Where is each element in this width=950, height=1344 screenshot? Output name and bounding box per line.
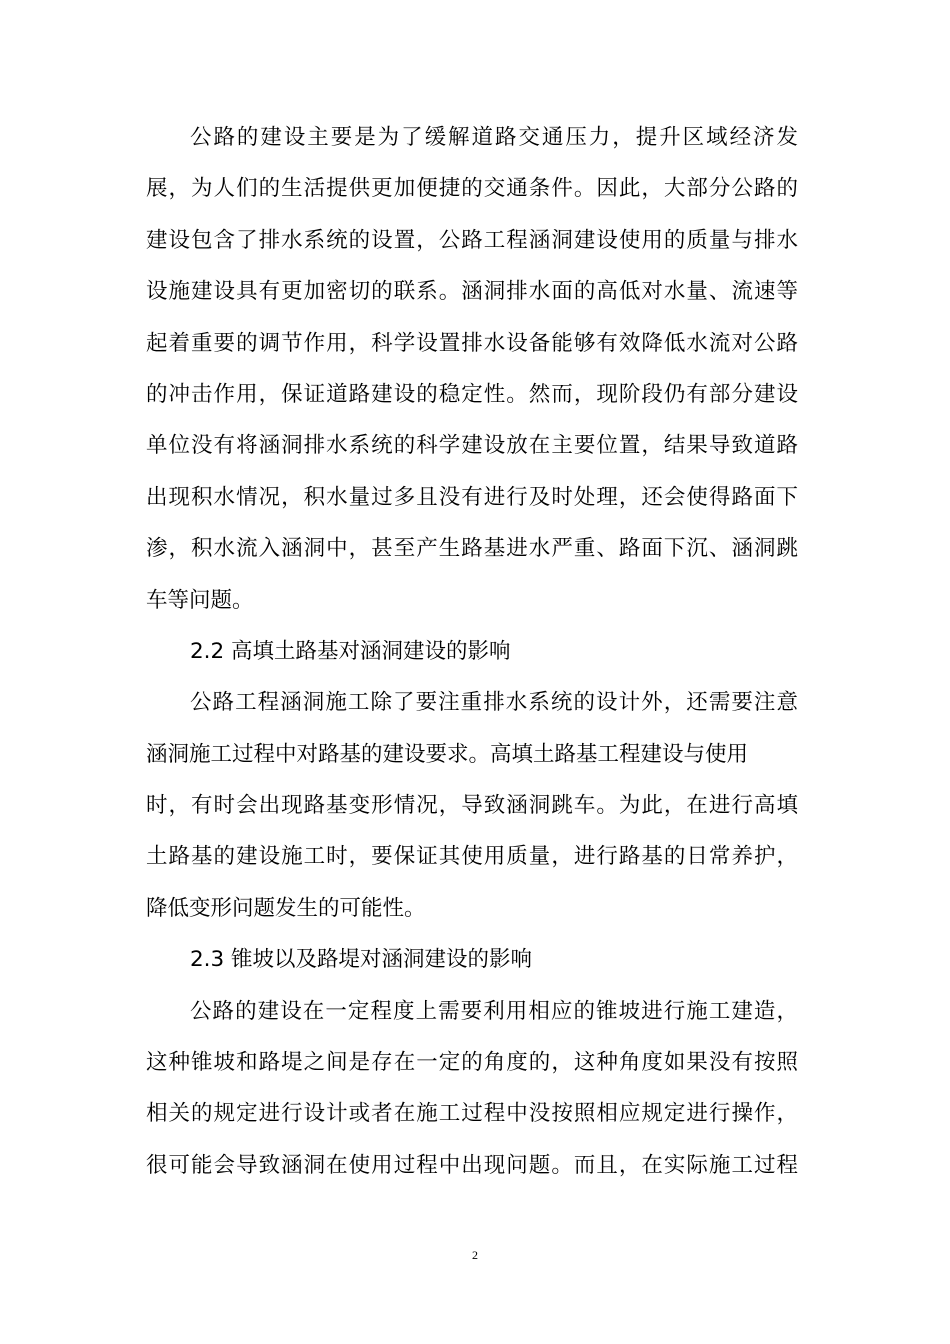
paragraph-line: 这种锥坡和路堤之间是存在一定的角度的，这种角度如果没有按照 (146, 1050, 798, 1076)
paragraph-line: 单位没有将涵洞排水系统的科学建设放在主要位置，结果导致道路 (146, 433, 798, 459)
paragraph-line: 起着重要的调节作用，科学设置排水设备能够有效降低水流对公路 (146, 330, 798, 356)
section-heading: 2.3 锥坡以及路堤对涵洞建设的影响 (190, 947, 533, 973)
paragraph-line: 的冲击作用，保证道路建设的稳定性。然而，现阶段仍有部分建设 (146, 381, 798, 407)
paragraph-line: 公路的建设主要是为了缓解道路交通压力，提升区域经济发 (190, 125, 798, 150)
paragraph-line: 建设包含了排水系统的设置，公路工程涵洞建设使用的质量与排水 (146, 227, 798, 253)
paragraph-line: 出现积水情况，积水量过多且没有进行及时处理，还会使得路面下 (146, 484, 798, 510)
paragraph-line: 降低变形问题发生的可能性。 (146, 895, 426, 921)
section-heading: 2.2 高填土路基对涵洞建设的影响 (190, 638, 511, 664)
paragraph-line: 相关的规定进行设计或者在施工过程中没按照相应规定进行操作， (146, 1101, 798, 1127)
paragraph-line: 设施建设具有更加密切的联系。涵洞排水面的高低对水量、流速等 (146, 279, 798, 305)
page-number: 2 (472, 1248, 478, 1262)
paragraph-line: 渗，积水流入涵洞中，甚至产生路基进水严重、路面下沉、涵洞跳 (146, 536, 798, 562)
paragraph-line: 很可能会导致涵洞在使用过程中出现问题。而且，在实际施工过程 (146, 1152, 798, 1178)
paragraph-line: 土路基的建设施工时，要保证其使用质量，进行路基的日常养护， (146, 844, 798, 870)
paragraph-line: 车等问题。 (146, 587, 254, 613)
paragraph-line: 展，为人们的生活提供更加便捷的交通条件。因此，大部分公路的 (146, 176, 798, 202)
paragraph-line: 公路的建设在一定程度上需要利用相应的锥坡进行施工建造， (190, 998, 798, 1024)
document-body (146, 112, 798, 1191)
paragraph-line: 时，有时会出现路基变形情况，导致涵洞跳车。为此，在进行高填 (146, 793, 798, 819)
paragraph-line: 公路工程涵洞施工除了要注重排水系统的设计外，还需要注意 (190, 690, 798, 716)
paragraph-line: 涵洞施工过程中对路基的建设要求。高填土路基工程建设与使用 (146, 741, 749, 767)
